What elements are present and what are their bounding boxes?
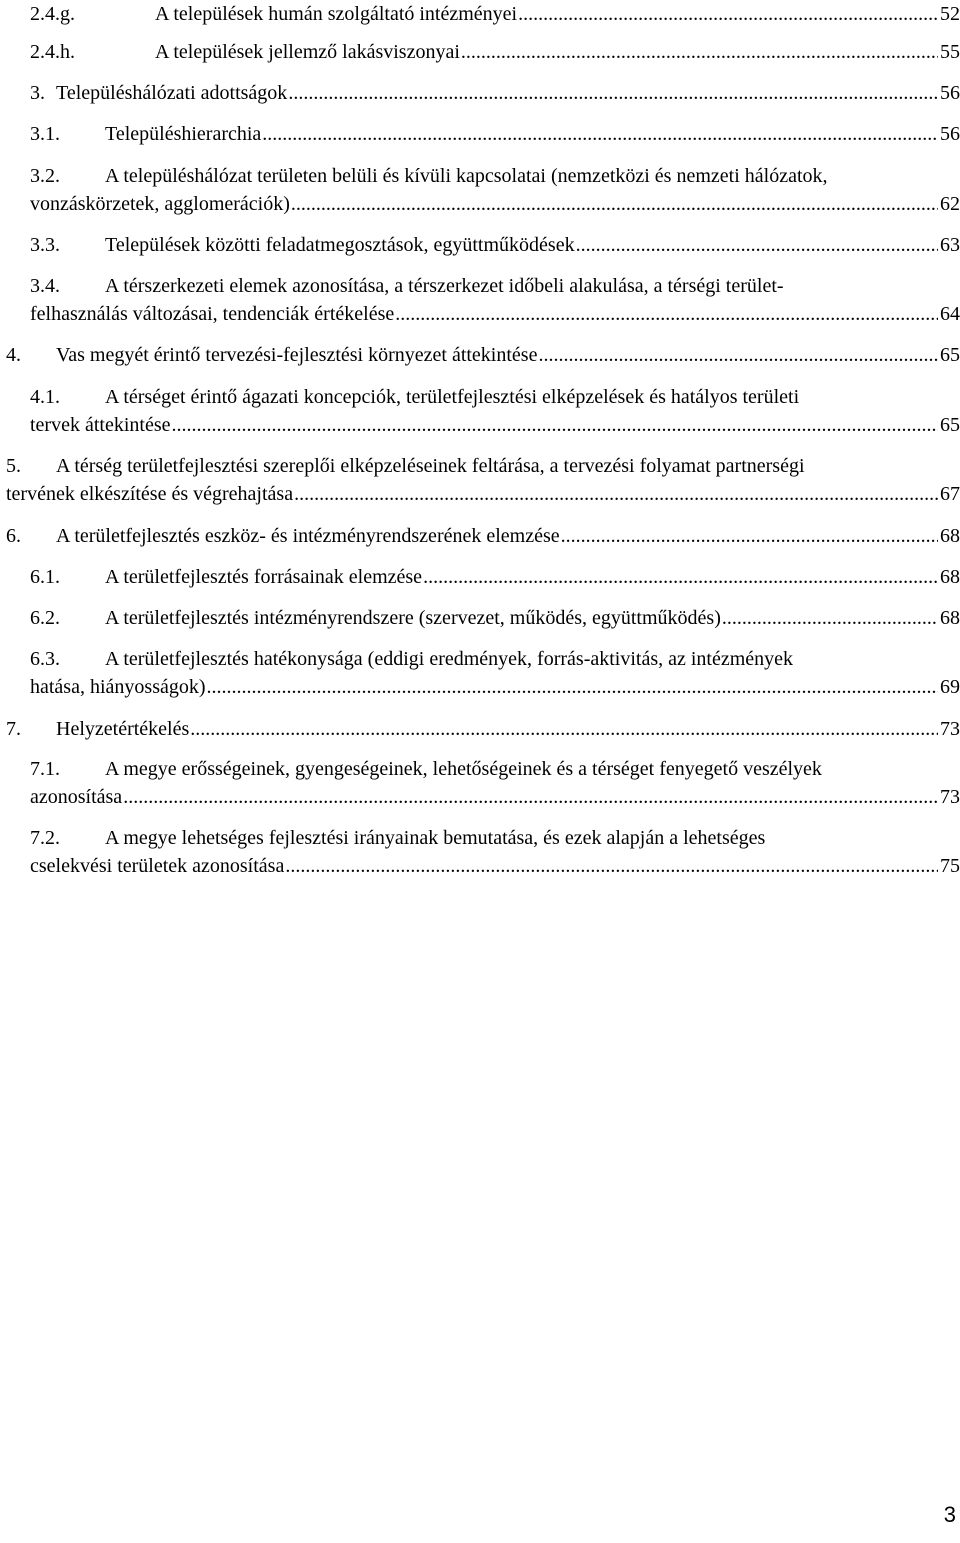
toc-number: 5. — [6, 455, 21, 477]
toc-entry[interactable] — [0, 522, 960, 550]
toc-number: 4.1. — [30, 386, 60, 408]
toc-title: Helyzetértékelés — [56, 718, 190, 740]
toc-title-leader — [30, 783, 960, 811]
toc-line — [0, 673, 960, 701]
toc-entry[interactable] — [0, 0, 960, 28]
toc-line — [0, 272, 960, 300]
toc-line — [0, 38, 960, 66]
toc-number: 3.4. — [30, 275, 60, 297]
toc-dot-leader — [172, 411, 939, 439]
toc-page: 56 — [940, 123, 960, 145]
toc-title-leader — [30, 190, 960, 218]
toc-dot-leader — [294, 480, 938, 508]
toc-title-cont: azonosítása — [30, 786, 123, 808]
toc-title-leader — [56, 522, 960, 550]
toc-title: A települések jellemző lakásviszonyai — [155, 41, 460, 63]
toc-page: 56 — [940, 82, 960, 104]
toc-title-leader — [30, 411, 960, 439]
toc-dot-leader — [190, 715, 938, 743]
toc-dot-leader — [395, 300, 938, 328]
toc-title: Településhálózati adottságok — [56, 82, 288, 104]
toc-line — [0, 645, 960, 673]
toc-line — [0, 383, 960, 411]
toc-dot-leader — [288, 79, 938, 107]
toc-number: 2.4.h. — [30, 41, 75, 63]
toc-title-cont: tervek áttekintése — [30, 414, 171, 436]
toc-entry[interactable] — [0, 452, 960, 508]
toc-line — [0, 480, 960, 508]
toc-title-leader — [105, 120, 960, 148]
toc-number: 7.2. — [30, 827, 60, 849]
toc-title-cont: felhasználás változásai, tendenciák értékelése — [30, 303, 395, 325]
toc-title-leader — [105, 604, 960, 632]
toc-number: 4. — [6, 344, 21, 366]
toc-entry[interactable] — [0, 272, 960, 328]
toc-entry[interactable] — [0, 824, 960, 880]
toc-page: 63 — [940, 234, 960, 256]
toc-dot-leader — [518, 0, 938, 28]
toc-title-leader — [6, 480, 960, 508]
toc-page: 69 — [940, 676, 960, 698]
toc-number: 6.3. — [30, 648, 60, 670]
toc-entry[interactable] — [0, 755, 960, 811]
toc-page: 73 — [940, 786, 960, 808]
toc-dot-leader — [722, 604, 938, 632]
toc-title-leader — [155, 0, 960, 28]
toc-page: 62 — [940, 193, 960, 215]
toc-page: 65 — [940, 344, 960, 366]
toc-title: A térszerkezeti elemek azonosítása, a térszerkezet időbeli alakulása, a térségi terület- — [105, 275, 784, 297]
toc-dot-leader — [576, 231, 938, 259]
toc-title-leader — [56, 715, 960, 743]
toc-dot-leader — [262, 120, 938, 148]
toc-entry[interactable] — [0, 162, 960, 218]
page-number: 3 — [943, 1502, 956, 1527]
toc-page: 68 — [940, 525, 960, 547]
toc-page: 68 — [940, 607, 960, 629]
toc-title: A településhálózat területen belüli és kívüli kapcsolatai (nemzetközi és nemzeti hálózatok, — [105, 165, 828, 187]
toc-dot-leader — [123, 783, 938, 811]
toc-dot-leader — [285, 852, 938, 880]
toc-line — [0, 231, 960, 259]
toc-page: 68 — [940, 566, 960, 588]
toc-line — [0, 852, 960, 880]
toc-title-cont: cselekvési területek azonosítása — [30, 855, 285, 877]
toc-page: 67 — [940, 483, 960, 505]
toc-page: 75 — [940, 855, 960, 877]
toc-title: A területfejlesztés intézményrendszere (szervezet, működés, együttműködés) — [105, 607, 721, 629]
toc-line — [0, 452, 960, 480]
toc-entry[interactable] — [0, 383, 960, 439]
toc-title: A települések humán szolgáltató intézményei — [155, 3, 518, 25]
toc-number: 7. — [6, 718, 21, 740]
toc-line — [0, 715, 960, 743]
toc-entry[interactable] — [0, 563, 960, 591]
toc-line — [0, 755, 960, 783]
toc-title-leader — [30, 852, 960, 880]
toc-line — [0, 162, 960, 190]
toc-title: A területfejlesztés hatékonysága (eddigi eredmények, forrás-aktivitás, az intézmények — [105, 648, 794, 670]
toc-line — [0, 411, 960, 439]
toc-line — [0, 522, 960, 550]
toc-title-leader — [30, 300, 960, 328]
toc-number: 3.1. — [30, 123, 60, 145]
toc-title-leader — [105, 231, 960, 259]
toc-title: A megye lehetséges fejlesztési irányainak bemutatása, és ezek alapján a lehetséges — [105, 827, 766, 849]
toc-line — [0, 300, 960, 328]
toc-number: 6. — [6, 525, 21, 547]
toc-title: Vas megyét érintő tervezési-fejlesztési környezet áttekintése — [56, 344, 538, 366]
toc-line — [0, 824, 960, 852]
toc-title: A térség területfejlesztési szereplői elképzeléseinek feltárása, a tervezési folyamat partnerségi — [56, 455, 805, 477]
toc-title: A területfejlesztés eszköz- és intézményrendszerének elemzése — [56, 525, 560, 547]
toc-line — [0, 190, 960, 218]
toc-title: Települések közötti feladatmegosztások, együttműködések — [105, 234, 575, 256]
toc-title: A területfejlesztés forrásainak elemzése — [105, 566, 423, 588]
toc-dot-leader — [207, 673, 938, 701]
toc-entry[interactable] — [0, 604, 960, 632]
toc-number: 6.1. — [30, 566, 60, 588]
toc-dot-leader — [561, 522, 938, 550]
toc-number: 3. — [30, 82, 45, 104]
toc-entry[interactable] — [0, 38, 960, 66]
toc-number: 6.2. — [30, 607, 60, 629]
toc-line — [0, 604, 960, 632]
toc-title-cont: vonzáskörzetek, agglomerációk) — [30, 193, 290, 215]
toc-page: 52 — [940, 3, 960, 25]
toc-dot-leader — [423, 563, 938, 591]
toc-entry[interactable] — [0, 120, 960, 148]
toc-page: 73 — [940, 718, 960, 740]
toc-title-cont: tervének elkészítése és végrehajtása — [6, 483, 294, 505]
toc-title-leader — [56, 341, 960, 369]
toc-line — [0, 563, 960, 591]
toc-title-leader — [56, 79, 960, 107]
toc-entry[interactable] — [0, 341, 960, 369]
toc-number: 7.1. — [30, 758, 60, 780]
toc-line — [0, 0, 960, 28]
toc-page: 55 — [940, 41, 960, 63]
toc-dot-leader — [291, 190, 938, 218]
toc-title-leader — [30, 673, 960, 701]
toc-page: 64 — [940, 303, 960, 325]
toc-title: A térséget érintő ágazati koncepciók, területfejlesztési elképzelések és hatályos területi — [105, 386, 800, 408]
toc-page: 65 — [940, 414, 960, 436]
toc-line — [0, 341, 960, 369]
toc-entry[interactable] — [0, 79, 960, 107]
toc-title-leader — [155, 38, 960, 66]
toc-number: 3.2. — [30, 165, 60, 187]
toc-entry[interactable] — [0, 645, 960, 701]
toc-entry[interactable] — [0, 231, 960, 259]
toc-number: 2.4.g. — [30, 3, 75, 25]
toc-line — [0, 783, 960, 811]
toc-line — [0, 120, 960, 148]
toc-number: 3.3. — [30, 234, 60, 256]
toc-entry[interactable] — [0, 715, 960, 743]
toc-dot-leader — [538, 341, 938, 369]
toc-title-cont: hatása, hiányosságok) — [30, 676, 206, 698]
toc-title: A megye erősségeinek, gyengeségeinek, lehetőségeinek és a térséget fenyegető veszélyek — [105, 758, 822, 780]
toc-title-leader — [105, 563, 960, 591]
toc-line — [0, 79, 960, 107]
toc-dot-leader — [461, 38, 938, 66]
toc-title: Településhierarchia — [105, 123, 262, 145]
